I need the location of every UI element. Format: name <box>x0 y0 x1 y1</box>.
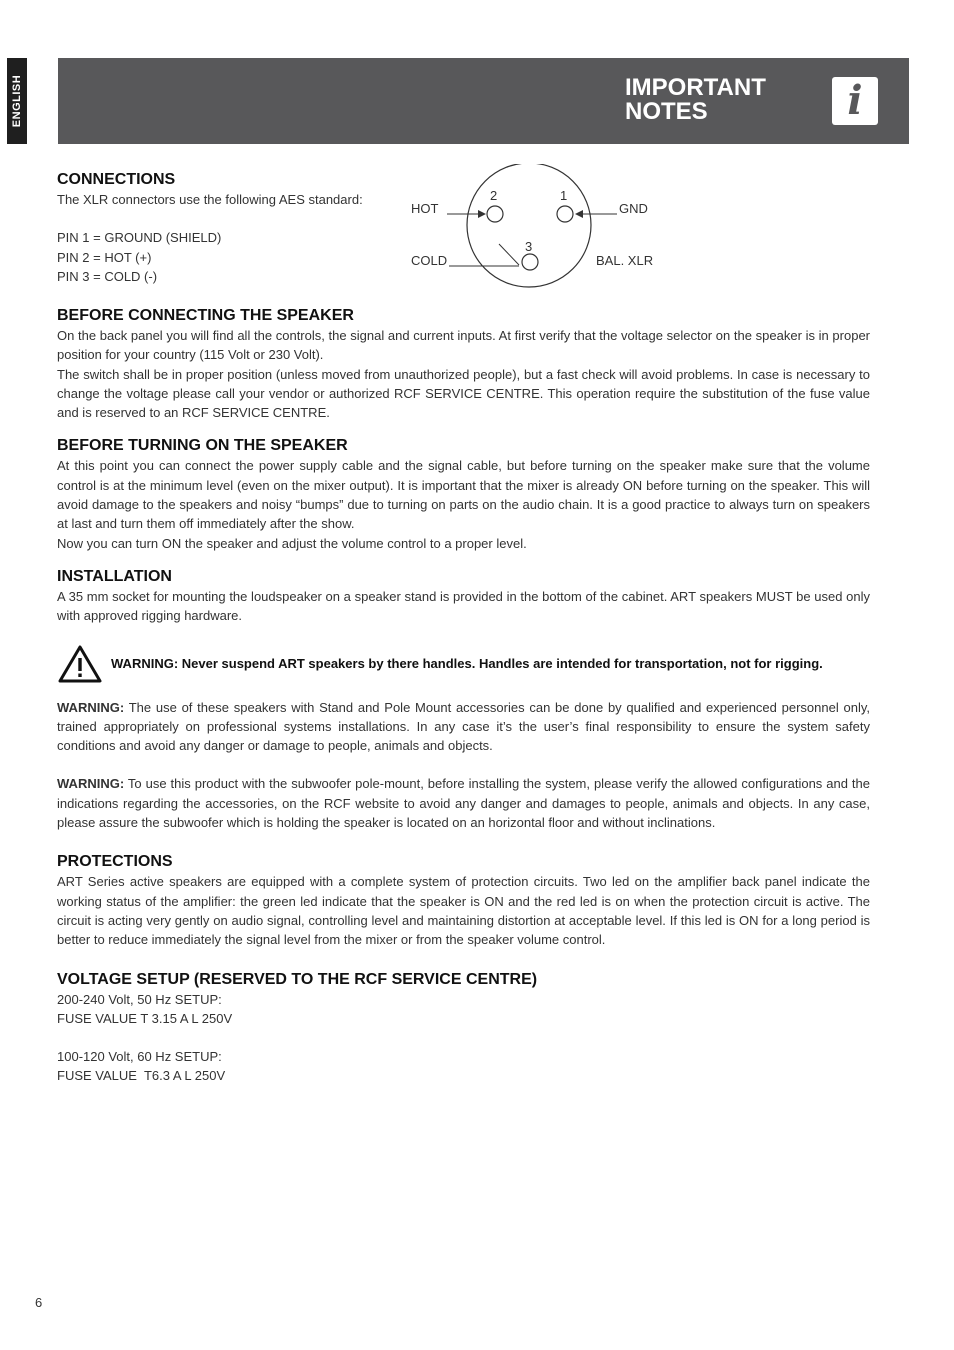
language-label: ENGLISH <box>11 74 23 128</box>
page-header <box>58 58 909 144</box>
pin3-line: PIN 3 = COLD (-) <box>57 268 158 284</box>
protections-heading: PROTECTIONS <box>57 853 173 871</box>
before-connecting-section <box>57 306 870 422</box>
pin-2-circle <box>487 206 503 222</box>
gnd-label: GND <box>619 201 648 216</box>
before-connecting-p1: On the back panel you will find all the controls, the signal and current inputs. At first verify that the voltage selector on the speaker is in proper position for your country (115 Volt or 230 Volt). <box>57 328 870 363</box>
voltage-line-4: FUSE VALUE T6.3 A L 250V <box>57 1068 226 1084</box>
pin2-line: PIN 2 = HOT (+) <box>57 249 152 265</box>
pin-3-circle <box>522 254 538 270</box>
before-turning-section <box>57 436 870 552</box>
installation-heading: INSTALLATION <box>57 567 172 585</box>
warning-label: WARNING: <box>57 699 125 715</box>
warning-label-2: WARNING: <box>57 776 125 792</box>
warning-subwoofer-paragraph: WARNING: To use this product with the subwoofer pole-mount, before installing the system, please verify the allowed configurations and the indications regarding the accessories, on the RCF website to avoid any danger and damages to people, animals and objects. In any case, please assure the subwoofer which is holding the speaker is located on an horizontal floor and without inclinations. <box>57 776 870 831</box>
pin-2-number: 2 <box>490 188 498 203</box>
voltage-line-1: 200-240 Volt, 50 Hz SETUP: <box>57 991 222 1007</box>
installation-section <box>57 567 870 832</box>
connections-intro: The XLR connectors use the following AES standard: <box>57 192 363 207</box>
voltage-line-2: FUSE VALUE T 3.15 A L 250V <box>57 1010 233 1026</box>
before-turning-heading: BEFORE TURNING ON THE SPEAKER <box>57 437 348 455</box>
warning-main-text: WARNING: Never suspend ART speakers by there handles. Handles are intended for transportation, not for rigging. <box>111 655 823 671</box>
xlr-body <box>467 164 591 287</box>
protections-p1: ART Series active speakers are equipped with a complete system of protection circuits. Two led on the amplifier back panel indicate the working status of the amplifier: the green led indicate that the speaker is ON and the red led is on when the protection circuit is active. The circuit is acting very gently on audio signal, controlling level and maintaining distortion at acceptable level. If this led is ON for a long period is better to reduce immediately the signal level from the mixer or from the speaker volume control. <box>57 874 870 948</box>
cold-label: COLD <box>411 253 448 268</box>
before-connecting-p2: The switch shall be in proper position (unless moved from unauthorized people), but a fast check will avoid problems. In case is necessary to change the voltage please call your vendor or authorized RCF SERVICE CENTRE. This operation require the substitution of the fuse value and is reserved to an RCF SERVICE CENTRE. <box>57 366 870 421</box>
hot-label: HOT <box>411 201 439 216</box>
pin-1-circle <box>557 206 573 222</box>
protections-section <box>57 852 870 949</box>
document-body <box>57 170 870 1086</box>
pin1-line: PIN 1 = GROUND (SHIELD) <box>57 230 222 246</box>
voltage-line-3: 100-120 Volt, 60 Hz SETUP: <box>57 1049 222 1065</box>
page-title: IMPORTANT NOTES <box>625 74 766 125</box>
connections-heading: CONNECTIONS <box>57 171 176 188</box>
info-icon: i <box>832 77 878 125</box>
language-tab <box>7 58 27 144</box>
before-connecting-heading: BEFORE CONNECTING THE SPEAKER <box>57 307 354 324</box>
warning-banner <box>57 644 870 684</box>
before-turning-p1: At this point you can connect the power supply cable and the signal cable, but before turning on the speaker make sure that the volume control is at the minimum level (even on the mixer output). It is important that the mixer is already ON before turning on the speaker. This will avoid damage to the speakers and noisy “bumps” due to turning on parts on the audio chain. It is a good practice to always turn on speakers at last and turn them off immediately after the show. <box>57 458 870 532</box>
xlr-diagram <box>407 164 667 294</box>
pin-3-number: 3 <box>525 239 533 254</box>
warning-stand-paragraph: WARNING: The use of these speakers with Stand and Pole Mount accessories can be done by qualified and experienced personnel only, trained appropriately on professional systems installations. In any case it’s the user’s final responsibility to ensure the system safety conditions and avoid any danger or damage to people, animals and objects. <box>57 699 870 754</box>
connections-section <box>57 170 870 292</box>
installation-p1: A 35 mm socket for mounting the loudspeaker on a speaker stand is provided in the bottom of the cabinet. ART speakers MUST be used only with approved rigging hardware. <box>57 588 870 624</box>
pin-1-number: 1 <box>560 188 568 203</box>
page-number: 6 <box>35 1295 43 1310</box>
voltage-heading: VOLTAGE SETUP (RESERVED TO THE RCF SERVICE CENTRE) <box>57 970 538 988</box>
warning-triangle-icon <box>57 644 103 684</box>
before-turning-p2: Now you can turn ON the speaker and adjust the volume control to a proper level. <box>57 535 527 551</box>
voltage-section <box>57 970 870 1086</box>
bal-xlr-label: BAL. XLR <box>596 253 654 268</box>
